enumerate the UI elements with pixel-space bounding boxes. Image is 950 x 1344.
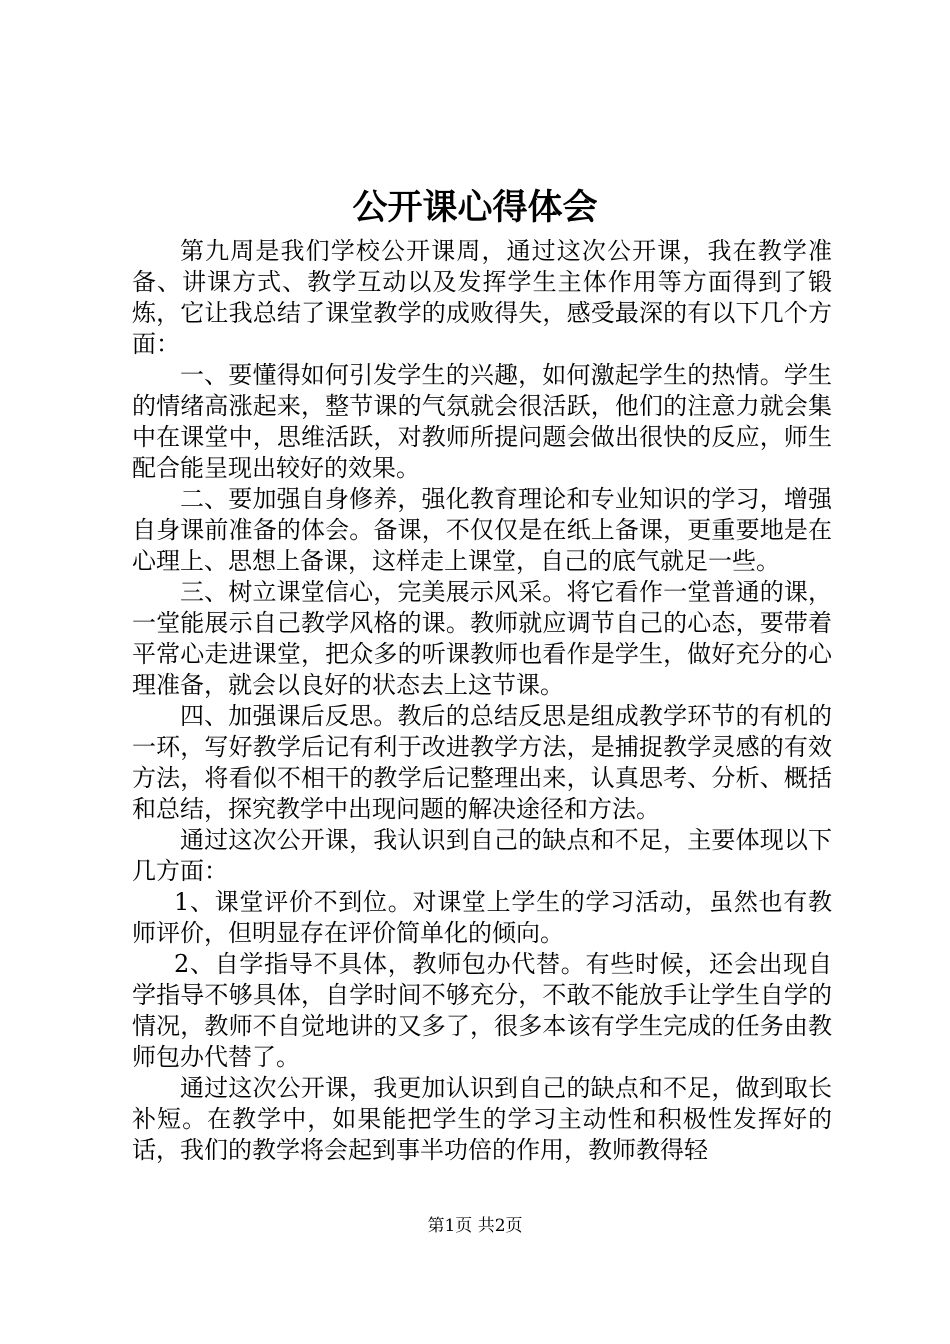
paragraph-intro: 第九周是我们学校公开课周，通过这次公开课，我在教学准备、讲课方式、教学互动以及发挥学生主体作用等方面得到了锻炼，它让我总结了课堂教学的成败得失，感受最深的有以下几个方面： xyxy=(132,237,832,358)
document-title: 公开课心得体会 xyxy=(352,187,598,228)
page-footer: 第1页 共2页 xyxy=(427,1216,523,1236)
paragraph-shortcoming-1: 1、课堂评价不到位。对课堂上学生的学习活动，虽然也有教师评价，但明显存在评价简单化的倾向。 xyxy=(132,888,832,947)
paragraph-point-1: 一、要懂得如何引发学生的兴趣，如何激起学生的热情。学生的情绪高涨起来，整节课的气氛就会很活跃，他们的注意力就会集中在课堂中，思维活跃，对教师所提问题会做出很快的反应，师生配合能呈现出较好的效果。 xyxy=(132,361,832,482)
document-body xyxy=(132,236,832,1166)
paragraph-point-4: 四、加强课后反思。教后的总结反思是组成教学环节的有机的一环，写好教学后记有利于改进教学方法，是捕捉教学灵感的有效方法，将看似不相干的教学后记整理出来，认真思考、分析、概括和总结，探究教学中出现问题的解决途径和方法。 xyxy=(132,702,832,823)
paragraph-shortcomings-intro: 通过这次公开课，我认识到自己的缺点和不足，主要体现以下几方面： xyxy=(132,826,832,885)
paragraph-point-2: 二、要加强自身修养，强化教育理论和专业知识的学习，增强自身课前准备的体会。备课，不仅仅是在纸上备课，更重要地是在心理上、思想上备课，这样走上课堂，自己的底气就足一些。 xyxy=(132,485,832,575)
paragraph-point-3: 三、树立课堂信心，完美展示风采。将它看作一堂普通的课，一堂能展示自己教学风格的课。教师就应调节自己的心态，要带着平常心走进课堂，把众多的听课教师也看作是学生，做好充分的心理准备，就会以良好的状态去上这节课。 xyxy=(132,578,832,699)
paragraph-conclusion: 通过这次公开课，我更加认识到自己的缺点和不足，做到取长补短。在教学中，如果能把学生的学习主动性和积极性发挥好的话，我们的教学将会起到事半功倍的作用，教师教得轻 xyxy=(132,1074,832,1164)
paragraph-shortcoming-2: 2、自学指导不具体，教师包办代替。有些时候，还会出现自学指导不够具体，自学时间不够充分，不敢不能放手让学生自学的情况，教师不自觉地讲的又多了，很多本该有学生完成的任务由教师包办代替了。 xyxy=(132,950,832,1071)
